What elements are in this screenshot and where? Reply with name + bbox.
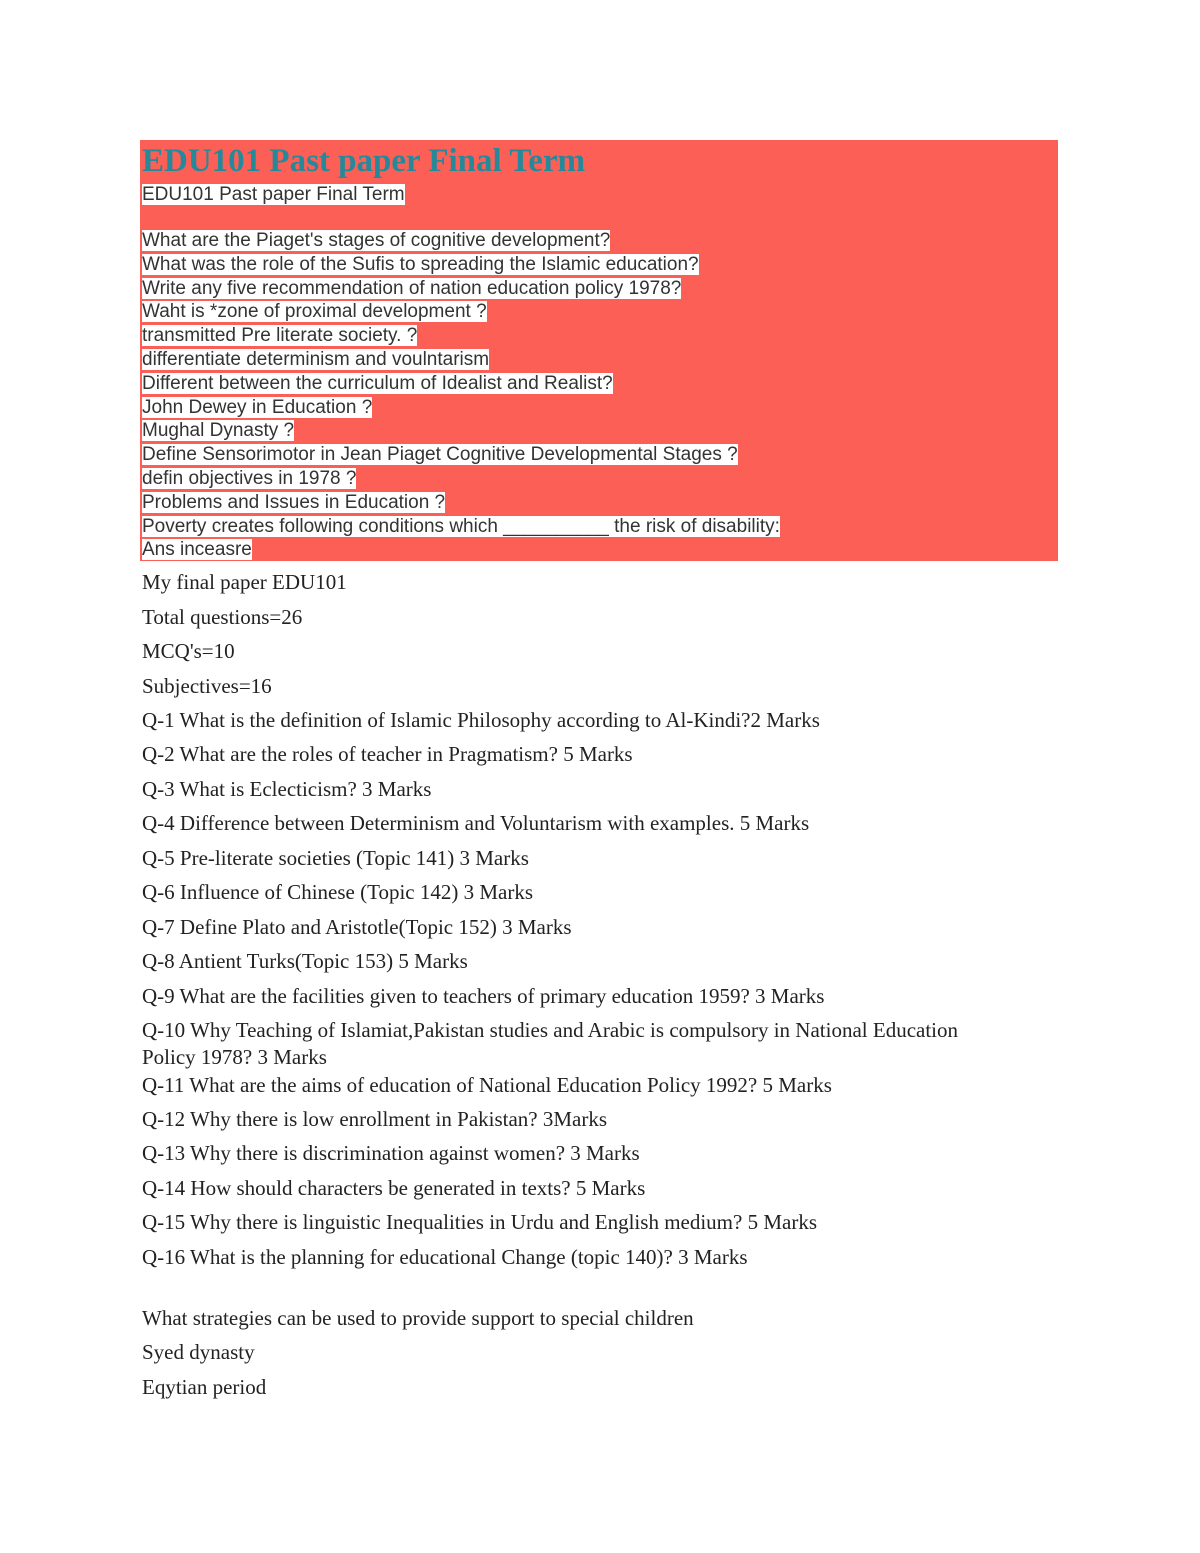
question-item: Q-1 What is the definition of Islamic Philosophy according to Al-Kindi?2 Marks <box>142 708 820 732</box>
final-paper-heading: My final paper EDU101 <box>142 570 347 594</box>
list-item: What are the Piaget's stages of cognitive development? <box>142 230 611 251</box>
question-item: Q-15 Why there is linguistic Inequalities in Urdu and English medium? 5 Marks <box>142 1210 817 1234</box>
subtitle-text: EDU101 Past paper Final Term <box>142 184 405 205</box>
question-item: Q-13 Why there is discrimination against women? 3 Marks <box>142 1141 640 1165</box>
list-item: Write any five recommendation of nation education policy 1978? <box>142 277 682 299</box>
question-item: Q-3 What is Eclecticism? 3 Marks <box>142 777 432 801</box>
extra-item: Eqytian period <box>142 1375 267 1399</box>
question-item: Q-4 Difference between Determinism and Voluntarism with examples. 5 Marks <box>142 811 810 835</box>
list-item: Poverty creates following conditions which __________ the risk of disability: <box>142 515 780 537</box>
question-item: Q-16 What is the planning for educational Change (topic 140)? 3 Marks <box>142 1245 748 1269</box>
list-item: What was the role of the Sufis to spreading the Islamic education? <box>142 253 699 275</box>
question-item: Q-9 What are the facilities given to teachers of primary education 1959? 3 Marks <box>142 984 825 1008</box>
question-item: Q-14 How should characters be generated in texts? 5 Marks <box>142 1176 646 1200</box>
list-item: Problems and Issues in Education ? <box>142 491 446 513</box>
extra-item: Syed dynasty <box>142 1340 255 1364</box>
question-item: Q-6 Influence of Chinese (Topic 142) 3 Marks <box>142 880 534 904</box>
document-title: EDU101 Past paper Final Term <box>142 143 586 179</box>
list-item: differentiate determinism and voulntarism <box>142 348 490 370</box>
list-item: defin objectives in 1978 ? <box>142 467 357 489</box>
list-item: Mughal Dynasty ? <box>142 420 295 442</box>
question-item: Q-8 Antient Turks(Topic 153) 5 Marks <box>142 949 468 973</box>
question-item: Q-5 Pre-literate societies (Topic 141) 3 Marks <box>142 846 529 870</box>
list-item: Different between the curriculum of Idealist and Realist? <box>142 372 613 394</box>
list-item: transmitted Pre literate society. ? <box>142 325 418 347</box>
question-item: Q-7 Define Plato and Aristotle(Topic 152) 3 Marks <box>142 915 572 939</box>
extra-item: What strategies can be used to provide support to special children <box>142 1306 694 1330</box>
subjective-count: Subjectives=16 <box>142 674 272 698</box>
question-item: Q-10 Why Teaching of Islamiat,Pakistan studies and Arabic is compulsory in National Education Policy 1978? 3 Marks <box>142 1018 959 1069</box>
question-item: Q-12 Why there is low enrollment in Pakistan? 3Marks <box>142 1107 608 1131</box>
list-item: Define Sensorimotor in Jean Piaget Cognitive Developmental Stages ? <box>142 444 738 466</box>
list-item: John Dewey in Education ? <box>142 396 373 418</box>
list-item: Ans inceasre <box>142 539 252 561</box>
question-item: Q-11 What are the aims of education of National Education Policy 1992? 5 Marks <box>142 1073 832 1097</box>
highlighted-question-list <box>142 229 780 562</box>
question-item: Q-2 What are the roles of teacher in Pragmatism? 5 Marks <box>142 742 633 766</box>
mcq-count: MCQ's=10 <box>142 639 235 663</box>
list-item: Waht is *zone of proximal development ? <box>142 301 487 323</box>
document-subtitle <box>142 183 405 206</box>
total-questions: Total questions=26 <box>142 605 303 629</box>
